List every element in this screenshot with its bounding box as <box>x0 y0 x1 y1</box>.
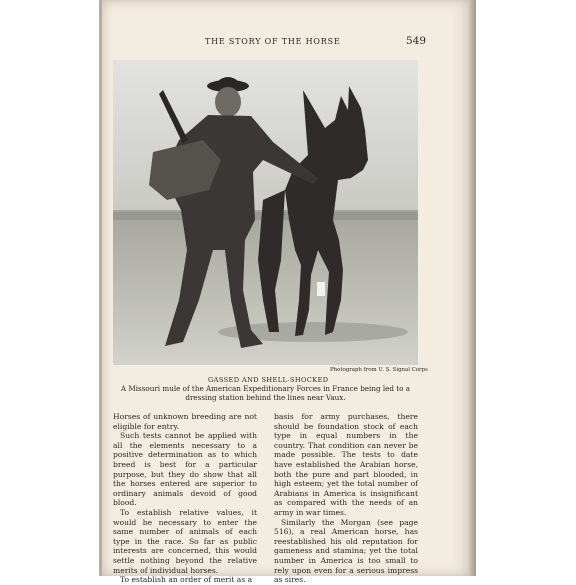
running-head: THE STORY OF THE HORSE <box>205 37 341 46</box>
paragraph: basis for army purchases, there should be foundation stock of each type in equal numbers in the country. That condition can never be made possible. The tests to date have established the Arabian horse, both the pure and part blooded, in high esteem; yet the total number of Arabians in America is insignificant as compared with the needs of an army in war times. <box>274 412 418 517</box>
photo-credit: Photograph from U. S. Signal Corps <box>330 367 428 373</box>
page-fore-edge <box>468 0 476 576</box>
paragraph: To establish an order of merit as a <box>120 575 253 585</box>
paragraph: Such tests cannot be applied with all the elements necessary to a positive determination as to which breed is best for a particular purpose, but they do show that all the horses entered are superior to ordinary animals devoid of good blood. <box>113 431 257 508</box>
paragraph: Horses of unknown breeding are not eligible for entry. <box>113 412 257 431</box>
paragraph: To establish relative values, it would be necessary to enter the same number of animals of each type in the race. So far as public interests are concerned, this would settle nothing beyond the relative merits of individual horses. <box>113 507 257 575</box>
text-column-right <box>274 412 418 585</box>
paragraph: Similarly the Morgan (see page 516), a real American horse, has reestablished his old reputation for gameness and stamina; yet the total number in America is too small to rely upon even for a serious impress as sires. <box>274 517 418 585</box>
caption-text: A Missouri mule of the American Expeditionary Forces in France being led to a dressing station behind the lines near Vaux. <box>120 384 411 402</box>
page-gutter-edge <box>99 0 102 576</box>
text-column-left <box>113 412 257 585</box>
caption-title: GASSED AND SHELL-SHOCKED <box>208 376 329 384</box>
page-number: 549 <box>406 35 427 47</box>
photograph-soldier-with-mule <box>113 60 418 365</box>
